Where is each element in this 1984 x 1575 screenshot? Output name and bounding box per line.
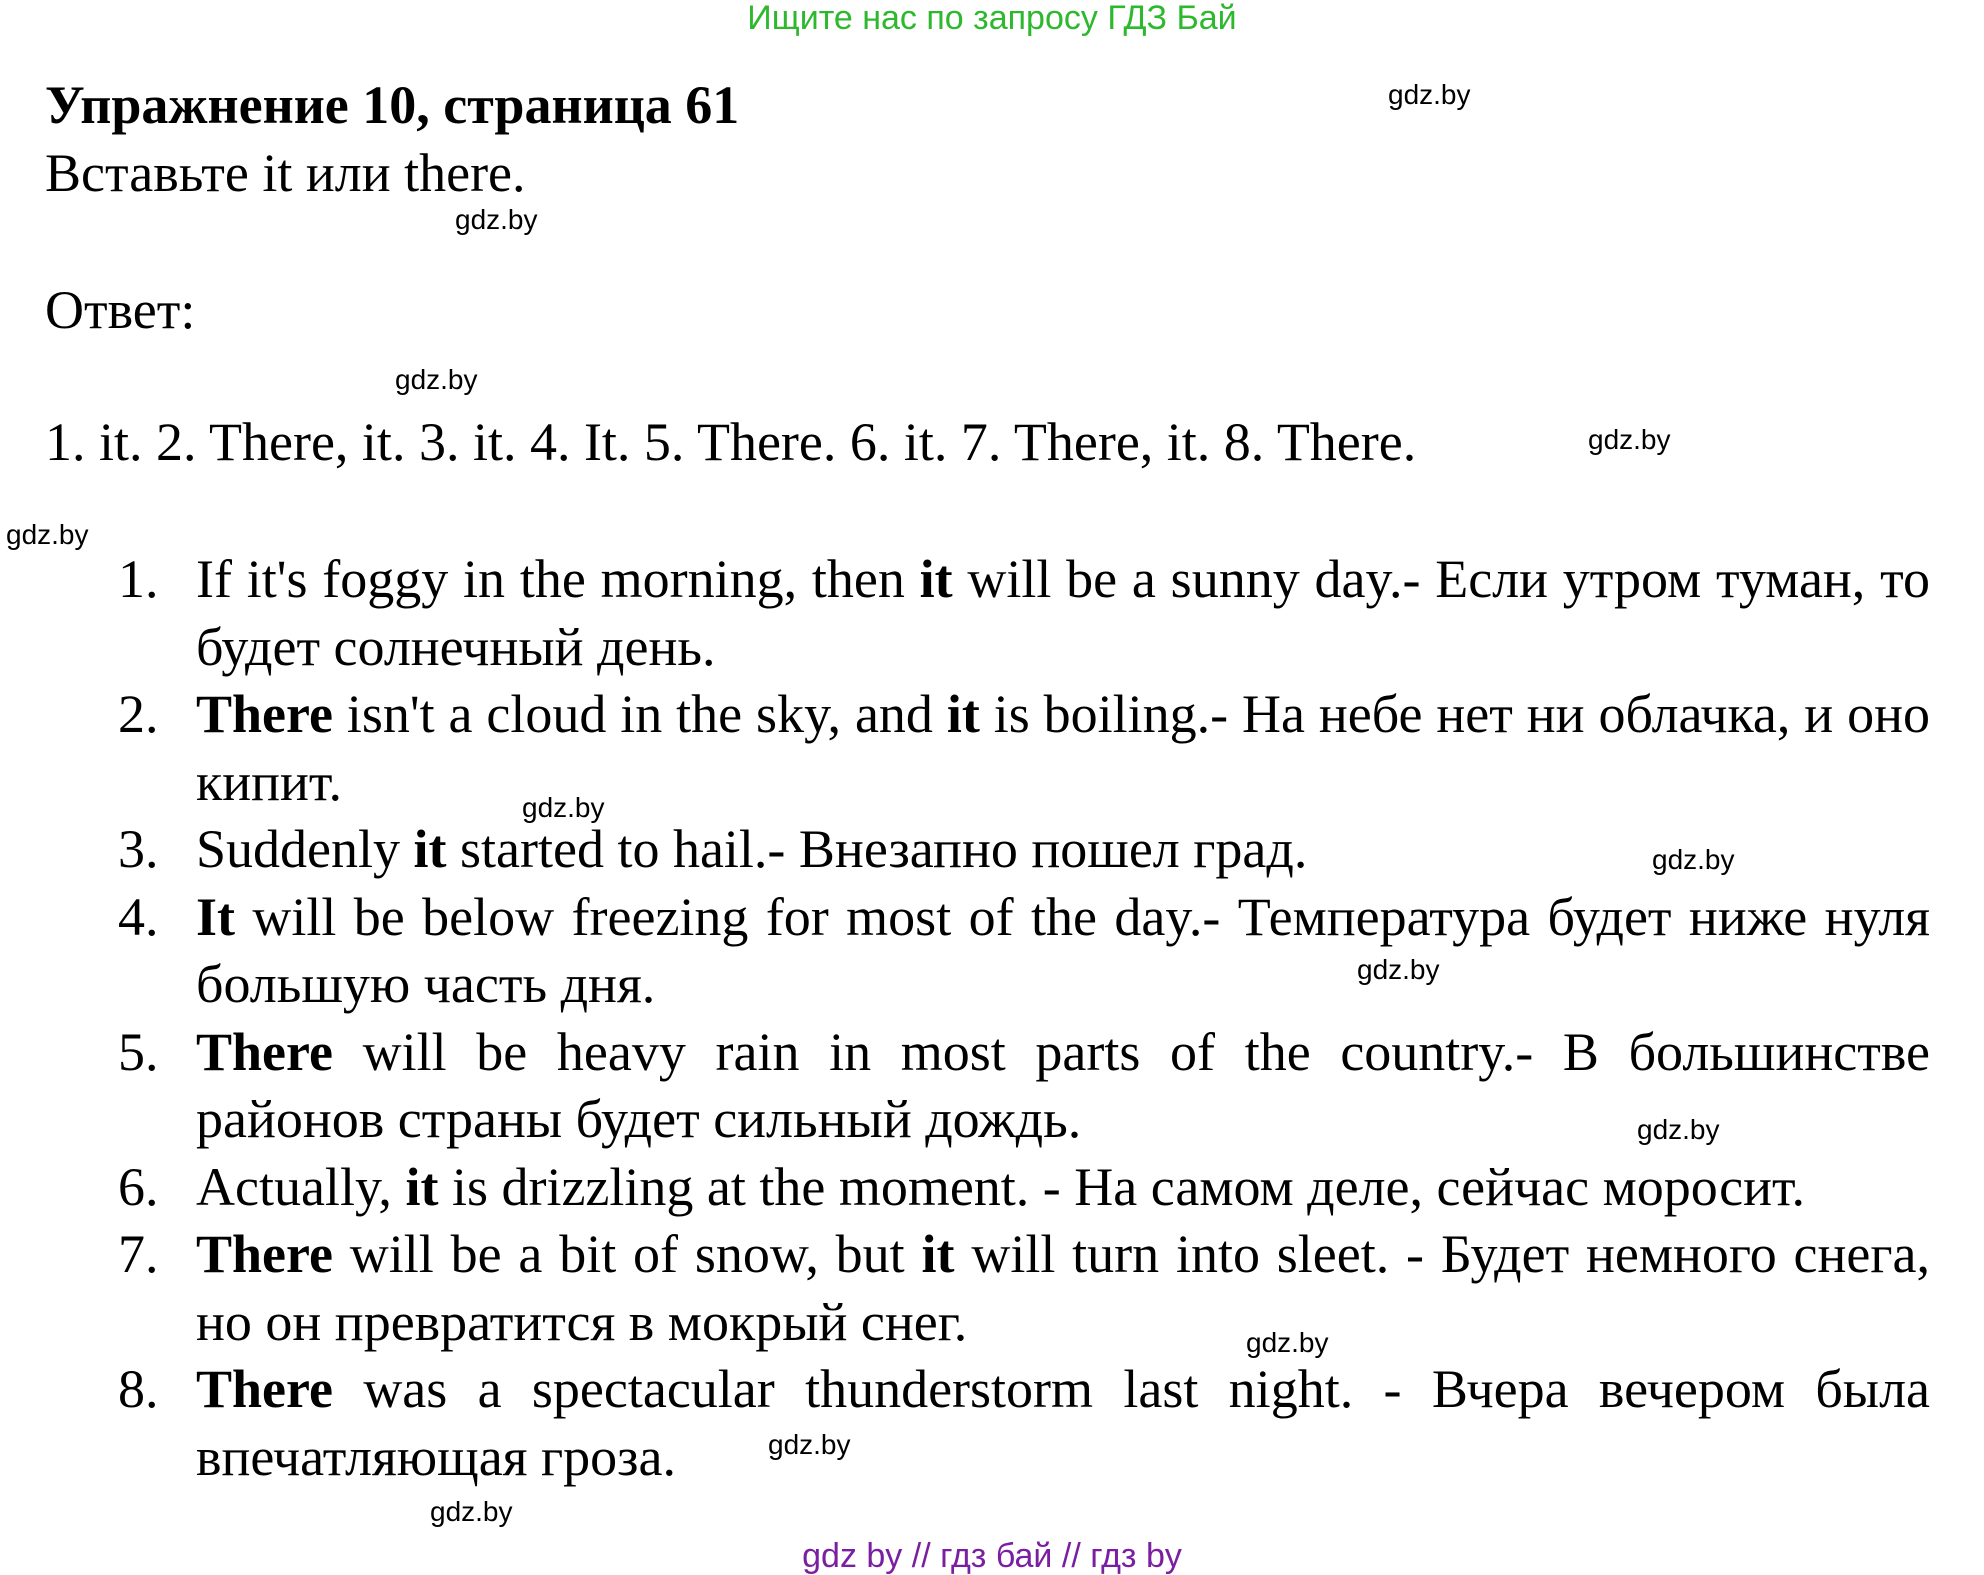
item-number: 2. [118, 684, 159, 744]
item-number: 1. [118, 549, 159, 609]
list-item: 7. There will be a bit of snow, but it will turn into sleet. - Будет немного снега, но он превратится в мокрый снег. [118, 1221, 1930, 1356]
watermark: gdz.by [1637, 1114, 1720, 1145]
watermark: gdz.by [430, 1496, 513, 1527]
answer-list [118, 546, 1930, 1491]
watermark: gdz.by [455, 204, 538, 235]
item-number: 7. [118, 1224, 159, 1284]
watermark: gdz.by [6, 519, 89, 550]
watermark: gdz.by [395, 364, 478, 395]
item-number: 6. [118, 1156, 159, 1217]
watermark: gdz.by [1246, 1327, 1329, 1358]
watermark: gdz.by [1357, 954, 1440, 985]
answer-label: Ответ: [45, 280, 196, 340]
top-banner: Ищите нас по запросу ГДЗ Бай [747, 0, 1237, 37]
list-item: 8. There was a spectacular thunderstorm last night. - Вчера вечером была впечатляющая гроза. [118, 1356, 1930, 1491]
list-item: 3. Suddenly it started to hail.- Внезапно пошел град. [118, 816, 1930, 884]
list-item: 4. It will be below freezing for most of the day.- Температура будет ниже нуля большую часть дня. [118, 884, 1930, 1019]
answer-summary: 1. it. 2. There, it. 3. it. 4. It. 5. There. 6. it. 7. There, it. 8. There. [45, 412, 1417, 472]
list-item: 6. Actually, it is drizzling at the moment. - На самом деле, сейчас моросит. [118, 1154, 1930, 1222]
footer-links: gdz by // гдз бай // гдз by [802, 1537, 1182, 1575]
watermark: gdz.by [1652, 844, 1735, 875]
watermark: gdz.by [1388, 79, 1471, 110]
list-item: 1. If it's foggy in the morning, then it will be a sunny day.- Если утром туман, то будет солнечный день. [118, 546, 1930, 681]
watermark: gdz.by [522, 792, 605, 823]
page-title: Упражнение 10, страница 61 [45, 75, 740, 135]
item-number: 4. [118, 886, 159, 947]
watermark: gdz.by [768, 1429, 851, 1460]
item-number: 8. [118, 1359, 159, 1419]
item-number: 5. [118, 1021, 159, 1082]
item-number: 3. [118, 819, 159, 879]
list-item: 5. There will be heavy rain in most parts of the country.- В большинстве районов страны будет сильный дождь. [118, 1019, 1930, 1154]
watermark: gdz.by [1588, 424, 1671, 455]
list-item: 2. There isn't a cloud in the sky, and it is boiling.- На небе нет ни облачка, и оно кипит. [118, 681, 1930, 816]
instruction: Вставьте it или there. [45, 143, 526, 203]
